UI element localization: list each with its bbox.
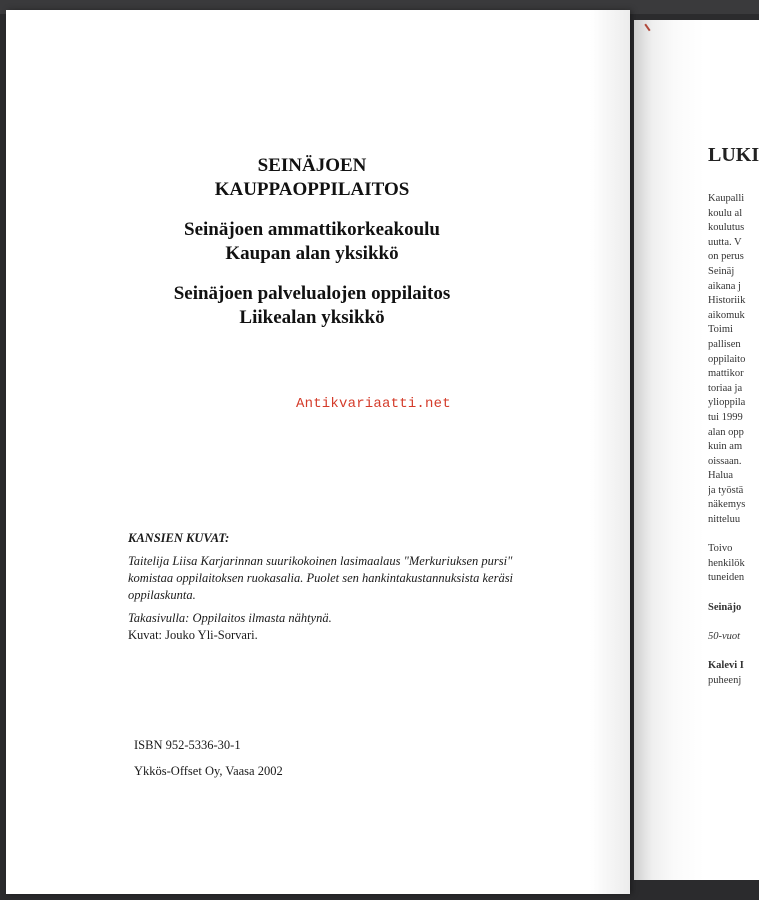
right-page-line [708,586,759,601]
right-page-line: koulu al [708,207,743,219]
isbn: ISBN 952-5336-30-1 [134,738,241,752]
institution-name [0,154,624,202]
right-page-line: oissaan. [708,455,742,467]
right-page-text [708,192,759,688]
right-page-line: nitteluu [708,514,741,526]
right-page-line: on perus [708,251,744,263]
right-page-line: toriaa ja [708,382,743,394]
right-page-line [708,644,759,659]
caption-heading: KANSIEN KUVAT: [128,531,230,545]
right-page-title: LUKI [708,144,759,166]
unit-1 [0,218,624,266]
right-page-line: koulutus [708,222,745,234]
page-gutter-shadow [590,10,630,894]
title-block [0,154,624,346]
right-page-line: aikomuk [708,309,745,321]
right-page-line: Kaupalli [708,193,745,204]
watermark-text: Antikvariaatti.net [296,396,451,412]
right-page-line: Seinäj [708,265,735,277]
right-page-line: henkilök [708,557,745,569]
right-page-line: pallisen [708,338,741,350]
right-page-line: Historiik [708,295,746,307]
institution-line-1: SEINÄJOEN [257,155,367,176]
right-page-line: kuin am [708,441,743,453]
caption-text-line: komistaa oppilaitoksen ruokasalia. Puolet sen hankintakustannuksista keräsi [128,571,514,585]
right-page-line: tui 1999 [708,411,743,423]
right-page-line: Toimi [708,324,733,336]
unit-2-line-1: Seinäjoen palvelualojen oppilaitos [173,283,451,304]
back-cover-caption: Takasivulla: Oppilaitos ilmasta nähtynä. [128,611,332,625]
right-page-line: Seinäjo [708,601,742,613]
left-page [6,10,630,894]
cover-caption [128,530,598,644]
unit-2 [0,282,624,330]
right-page-line: Halua [708,470,734,482]
right-page-line: tuneiden [708,572,745,584]
right-page-line: aikana j [708,280,741,292]
right-page-line: ylioppila [708,397,746,409]
right-page-line [708,528,759,543]
right-page-line: ja työstä [708,484,744,496]
right-page-line: alan opp [708,426,744,438]
right-page-line: näkemys [708,499,746,511]
caption-text-line: Taitelija Liisa Karjarinnan suurikokoinen lasimaalaus "Merkuriuksen pursi" [128,554,513,568]
printer-info: Ykkös-Offset Oy, Vaasa 2002 [134,764,283,778]
right-page-line: Kalevi I [708,660,744,671]
unit-1-line-2: Kaupan alan yksikkö [225,243,399,264]
caption-text [128,553,598,604]
unit-1-line-1: Seinäjoen ammattikorkeakoulu [184,219,440,240]
photo-credit: Kuvat: Jouko Yli-Sorvari. [128,628,258,642]
institution-line-2: KAUPPAOPPILAITOS [214,179,410,200]
right-page-line: oppilaito [708,353,746,365]
caption-text-line: oppilaskunta. [128,588,196,602]
right-page-line: Toivo [708,543,733,555]
right-page-line: uutta. V [708,236,742,248]
right-page-line: 50-vuot [708,630,741,642]
unit-2-line-2: Liikealan yksikkö [239,307,385,328]
right-page-line: puheenj [708,674,742,686]
right-page-line [708,615,759,630]
right-page-line: mattikor [708,368,744,380]
